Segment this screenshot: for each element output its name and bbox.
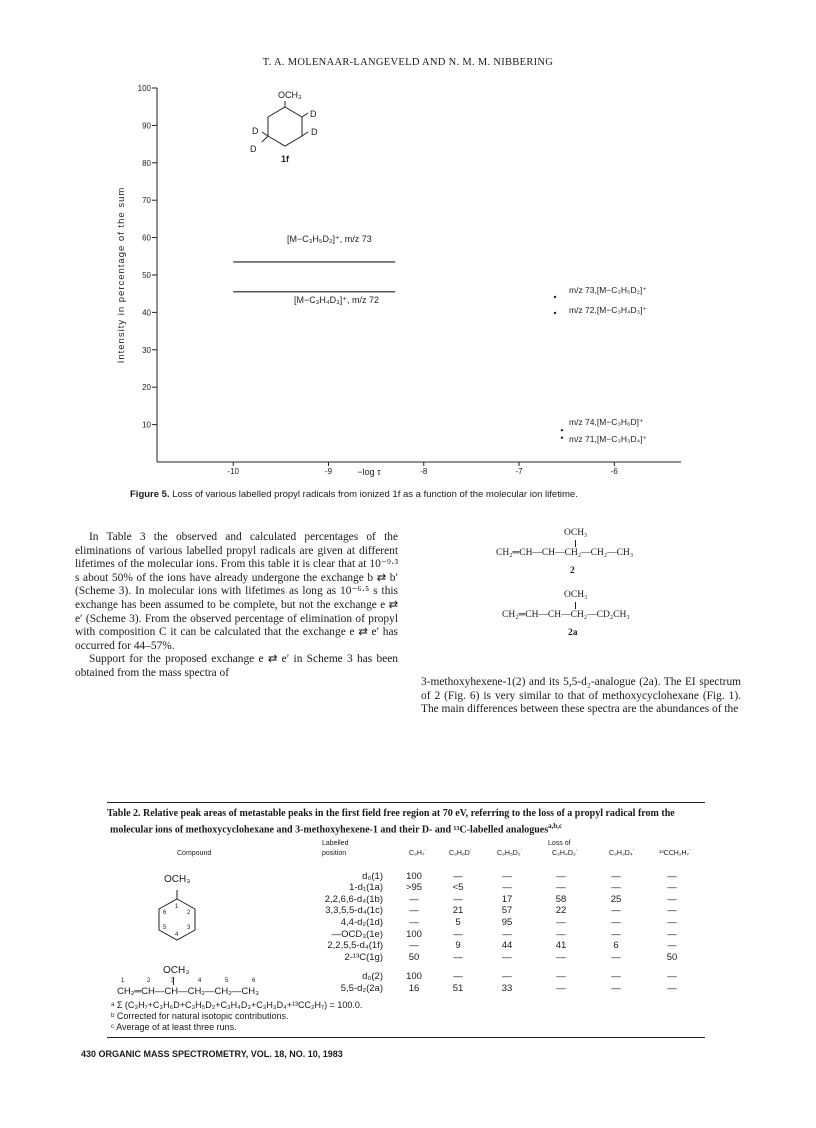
- footnote-a: ᵃ Σ (C₃H₇+C₃H₆D+C₃H₅D₂+C₃H₄D₃+C₃H₃D₄+¹³CC₂H₇) = 100.0.: [111, 1000, 363, 1011]
- table-header: Labelled Compound position Loss of C₃H₇˙ C₃H₆D˙ C₃H₅D₂˙ C₃H₄D₃˙ C₃H₃D₄˙ ¹³CCH₂H₇˙: [177, 840, 692, 858]
- value-cell: —: [667, 917, 677, 928]
- value-cell: —: [453, 870, 463, 882]
- table-top-rule: [107, 802, 705, 803]
- labelled-position-cell: 2,2,5,5-d₄(1f): [327, 940, 383, 952]
- y-tick-label: 70: [142, 196, 151, 206]
- value-cell: 21: [452, 905, 464, 917]
- table-rows-compound-2: [297, 971, 701, 994]
- value-cell: —: [611, 917, 621, 928]
- value-cell: —: [502, 971, 512, 983]
- table-row: [297, 983, 701, 995]
- footnote-c: ᶜ Average of at least three runs.: [111, 1022, 237, 1033]
- table-row: [297, 951, 701, 963]
- value-cell: —: [502, 928, 512, 940]
- y-tick-label: 10: [142, 420, 151, 430]
- svg-text:2: 2: [187, 910, 191, 916]
- svg-text:6: 6: [163, 910, 167, 916]
- legend-mz73: m/z 73,[M−C₃H₅D₂]⁺: [569, 285, 647, 295]
- value-cell: 17: [501, 893, 513, 905]
- svg-text:5: 5: [163, 925, 167, 931]
- labelled-position-cell: —OCD₃(1e): [331, 928, 383, 940]
- value-cell: —: [667, 893, 677, 905]
- figure-caption-text: Loss of various labelled propyl radicals from ionized 1f as a function of the molecular ion lifetime.: [172, 489, 578, 500]
- value-cell: 100: [406, 971, 422, 983]
- right-paragraph: 3-methoxyhexene-1(2) and its 5,5-d₂-analogue (2a). The EI spectrum of 2 (Fig. 6) is very similar to that of methoxycyclohexane (Fig. 1). The main differences between these spectra are the abundances of the: [421, 676, 741, 716]
- x-tick-label: -6: [610, 467, 618, 476]
- value-cell: —: [611, 905, 621, 917]
- table-caption: Table 2. Relative peak areas of metastable peaks in the first field free region at 70 eV, referring to the loss of a propyl radical from the molecular ions of methoxycyclohexane and 3-methoxyhexene-1 and their D- and ¹³C-labelled analogues$^{a,b,c}$: [107, 808, 675, 836]
- legend-marker: [554, 312, 556, 314]
- annotation-mz73: [M−C₃H₅D₂]⁺, m/z 73: [287, 234, 372, 244]
- y-axis-label: Intensity in percentage of the sum: [116, 186, 127, 364]
- table-row: [297, 905, 701, 917]
- x-tick-label: -7: [515, 467, 523, 476]
- figure-caption-label: Figure 5.: [130, 489, 170, 500]
- value-cell: —: [667, 928, 677, 940]
- y-tick-label: 60: [142, 233, 151, 243]
- svg-text:4: 4: [175, 932, 179, 938]
- x-tick-label: -8: [420, 467, 428, 476]
- value-cell: 50: [666, 951, 678, 963]
- table-caption-label: Table 2.: [107, 808, 141, 819]
- y-tick-label: 90: [142, 121, 151, 131]
- value-cell: —: [409, 893, 419, 905]
- value-cell: —: [556, 951, 566, 963]
- value-cell: —: [502, 882, 512, 894]
- value-cell: 100: [406, 928, 422, 940]
- value-cell: —: [667, 882, 677, 894]
- running-head: T. A. MOLENAAR-LANGEVELD AND N. M. M. NIBBERING: [262, 57, 554, 68]
- legend-mz71: m/z 71,[M−C₃H₃D₄]⁺: [569, 434, 647, 444]
- compound-1-structure: OCH₃ 1 2 3 4 5 6: [152, 876, 212, 972]
- value-cell: —: [667, 940, 677, 952]
- table-2: [107, 802, 705, 1038]
- value-cell: —: [556, 882, 566, 894]
- value-cell: 16: [408, 982, 420, 994]
- value-cell: —: [667, 905, 677, 917]
- value-cell: —: [556, 917, 566, 928]
- legend-marker: [554, 296, 556, 298]
- series-point: [561, 436, 563, 438]
- value-cell: —: [453, 928, 463, 940]
- value-cell: —: [502, 951, 512, 963]
- annotation-mz72: [M−C₃H₄D₃]⁺, m/z 72: [294, 295, 380, 305]
- value-cell: 5: [455, 917, 461, 928]
- value-cell: —: [556, 971, 566, 983]
- x-axis-label: −log τ: [357, 467, 381, 477]
- table-row: [297, 870, 701, 882]
- y-tick-label: 30: [142, 345, 151, 355]
- value-cell: 25: [610, 893, 622, 905]
- svg-text:D: D: [310, 109, 317, 119]
- table-bottom-rule: [107, 1037, 705, 1038]
- labelled-position-cell: 5,5-d₂(2a): [340, 982, 383, 994]
- structure-1f: [250, 90, 318, 164]
- y-tick-label: 20: [142, 383, 151, 393]
- value-cell: —: [667, 982, 677, 994]
- value-cell: <5: [452, 882, 464, 894]
- y-tick-label: 40: [142, 308, 151, 318]
- value-cell: —: [611, 928, 621, 940]
- value-cell: —: [453, 951, 463, 963]
- y-tick-label: 50: [142, 271, 151, 280]
- value-cell: —: [556, 870, 566, 882]
- value-cell: 95: [501, 917, 513, 928]
- labelled-position-cell: d₀(1): [362, 870, 383, 882]
- paragraph-1: In Table 3 the observed and calculated percentages of the eliminations of various labelled propyl radicals are given at different lifetimes of the molecular ions. From this table it is clear that at 10⁻⁹·³ s about 50% of the ions have already undergone the exchange b ⇄ b′ (Scheme 3). In molecular ions with lifetimes as long as 10⁻⁶·⁵ s this exchange has been assumed to be complete, but not the exchange e ⇄ e′ (Scheme 3). From the observed percentage of elimination of propyl with composition C it can be calculated that the exchange e ⇄ e′ has occurred for 44–57%.: [75, 531, 398, 652]
- right-text-column: [421, 676, 741, 717]
- value-cell: —: [667, 870, 677, 882]
- value-cell: —: [556, 982, 566, 994]
- value-cell: —: [556, 928, 566, 940]
- value-cell: 41: [555, 940, 567, 952]
- value-cell: >95: [405, 882, 423, 894]
- value-cell: 33: [501, 982, 513, 994]
- labelled-position-cell: 1-d₁(1a): [349, 882, 383, 894]
- table-footnotes: [107, 1000, 705, 1033]
- value-cell: —: [611, 951, 621, 963]
- value-cell: —: [611, 870, 621, 882]
- value-cell: —: [611, 971, 621, 983]
- value-cell: 22: [555, 905, 567, 917]
- table-rows-compound-1: [297, 870, 701, 963]
- table-row: [297, 940, 701, 952]
- table-row: [297, 882, 701, 894]
- table-row: [297, 928, 701, 940]
- value-cell: 57: [501, 905, 513, 917]
- x-tick-label: -9: [324, 467, 333, 476]
- value-cell: —: [409, 940, 419, 952]
- paragraph-2: Support for the proposed exchange e ⇄ e′ in Scheme 3 has been obtained from the mass spectra of: [75, 653, 398, 679]
- value-cell: —: [502, 870, 512, 882]
- value-cell: 58: [555, 893, 567, 905]
- legend-mz72: m/z 72,[M−C₃H₄D₃]⁺: [569, 305, 647, 315]
- labelled-position-cell: 4,4-d₂(1d): [340, 917, 383, 928]
- labelled-position-cell: 2,2,6,6-d₄(1b): [324, 893, 383, 905]
- value-cell: 51: [452, 982, 464, 994]
- structure-och3: OCH₃: [278, 90, 302, 100]
- value-cell: —: [667, 971, 677, 983]
- value-cell: —: [453, 971, 463, 983]
- table-caption-text: Relative peak areas of metastable peaks in the first field free region at 70 eV, referring to the loss of a propyl radical from the molecular ions of methoxycyclohexane and 3-methoxyhexene-1 and their D- and ¹³C-labelled analogues: [110, 808, 675, 836]
- value-cell: —: [409, 905, 419, 917]
- figure-caption: [130, 489, 730, 500]
- labelled-position-cell: 3,3,5,5-d₄(1c): [325, 905, 383, 917]
- y-tick-label: 100: [137, 84, 151, 93]
- y-tick-label: 80: [142, 158, 151, 168]
- value-cell: —: [409, 917, 419, 928]
- x-tick-label: -10: [227, 467, 239, 476]
- svg-text:3: 3: [187, 925, 191, 931]
- page-footer: 430 ORGANIC MASS SPECTROMETRY, VOL. 18, NO. 10, 1983: [81, 1049, 343, 1059]
- compound-2-block: OCH₃ 1 2 3 4 5 6 CH₂═CH—CH—CH₂—CH₂—CH₃ d₀(2) 100 — — — — — 5,5-d₂(2a) 16 51 33 — — —: [107, 967, 705, 997]
- figure-5-chart: [0, 0, 816, 520]
- value-cell: 9: [455, 940, 461, 952]
- structure-label: 1f: [281, 154, 290, 164]
- value-cell: —: [611, 882, 621, 894]
- legend-mz74: m/z 74,[M−C₃H₆D]⁺: [569, 417, 644, 427]
- value-cell: 44: [501, 940, 513, 952]
- svg-text:D: D: [311, 127, 318, 137]
- labelled-position-cell: d₀(2): [362, 971, 383, 983]
- value-cell: —: [453, 893, 463, 905]
- series-point: [561, 429, 563, 431]
- value-cell: 50: [408, 951, 420, 963]
- value-cell: 100: [406, 870, 422, 882]
- svg-text:D: D: [252, 126, 259, 136]
- table-row: [297, 971, 701, 983]
- left-text-column: [75, 531, 398, 681]
- value-cell: —: [611, 982, 621, 994]
- labelled-position-cell: 2-¹³C(1g): [344, 951, 383, 963]
- table-row: [297, 917, 701, 929]
- svg-text:D: D: [250, 144, 257, 154]
- footnote-b: ᵇ Corrected for natural isotopic contributions.: [111, 1011, 289, 1022]
- table-row: [297, 894, 701, 906]
- value-cell: 6: [613, 940, 619, 952]
- svg-text:1: 1: [175, 904, 179, 910]
